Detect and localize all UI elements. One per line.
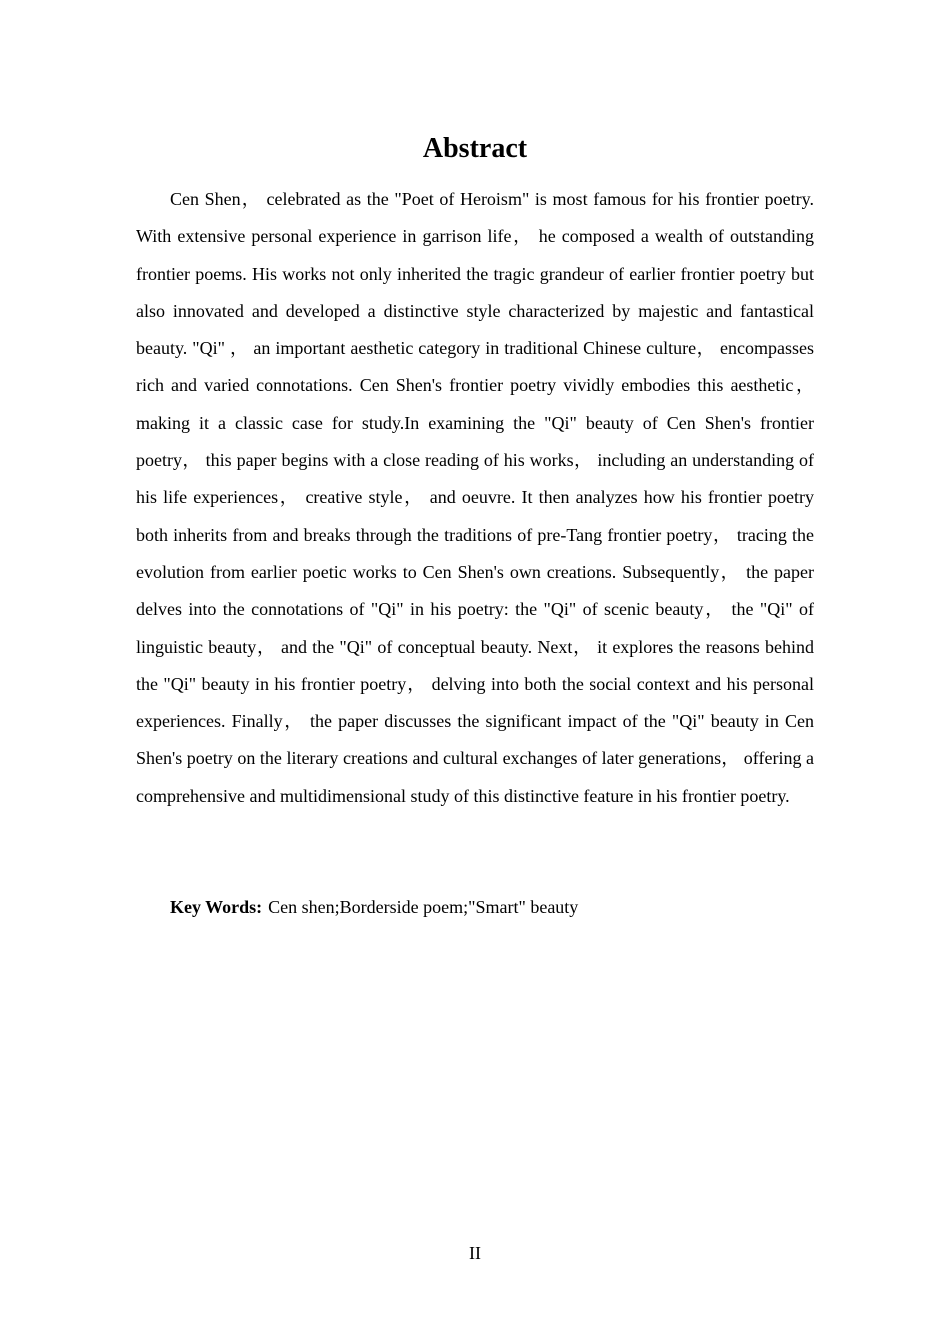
keywords-label: Key Words: [170,897,263,917]
page-number: II [469,1243,481,1263]
abstract-title: Abstract [422,133,528,164]
keywords-value: Cen shen;Borderside poem;"Smart" beauty [268,897,579,917]
abstract-paragraph: Cen Shen， celebrated as the "Poet of Heroism" is most famous for his frontier poetry. With extensive personal experience in garrison life， he composed a wealth of outstanding frontier poems. His works not only inherited the tragic grandeur of earlier frontier poetry but also innovated and developed a distinctive style characterized by majestic and fantastical beauty. "Qi" ， an important aesthetic category in traditional Chinese culture， encompasses rich and varied connotations. Cen Shen's frontier poetry vividly embodies this aesthetic， making it a classic case for study.In examining the "Qi" beauty of Cen Shen's frontier poetry， this paper begins with a close reading of his works， including an understanding of his life experiences， creative style， and oeuvre. It then analyzes how his frontier poetry both inherits from and breaks through the traditions of pre-Tang frontier poetry， tracing the evolution from earlier poetic works to Cen Shen's own creations. Subsequently， the paper delves into the connotations of "Qi" in his poetry: the "Qi" of scenic beauty， the "Qi" of linguistic beauty， and the "Qi" of conceptual beauty. Next， it explores the reasons behind the "Qi" beauty in his frontier poetry， delving into both the social context and his personal experiences. Finally， the paper discusses the significant impact of the "Qi" beauty in Cen Shen's poetry on the literary creations and cultural exchanges of later generations， offering a comprehensive and multidimensional study of this distinctive feature in his frontier poetry. [136,189,814,806]
keywords-line [136,891,814,923]
